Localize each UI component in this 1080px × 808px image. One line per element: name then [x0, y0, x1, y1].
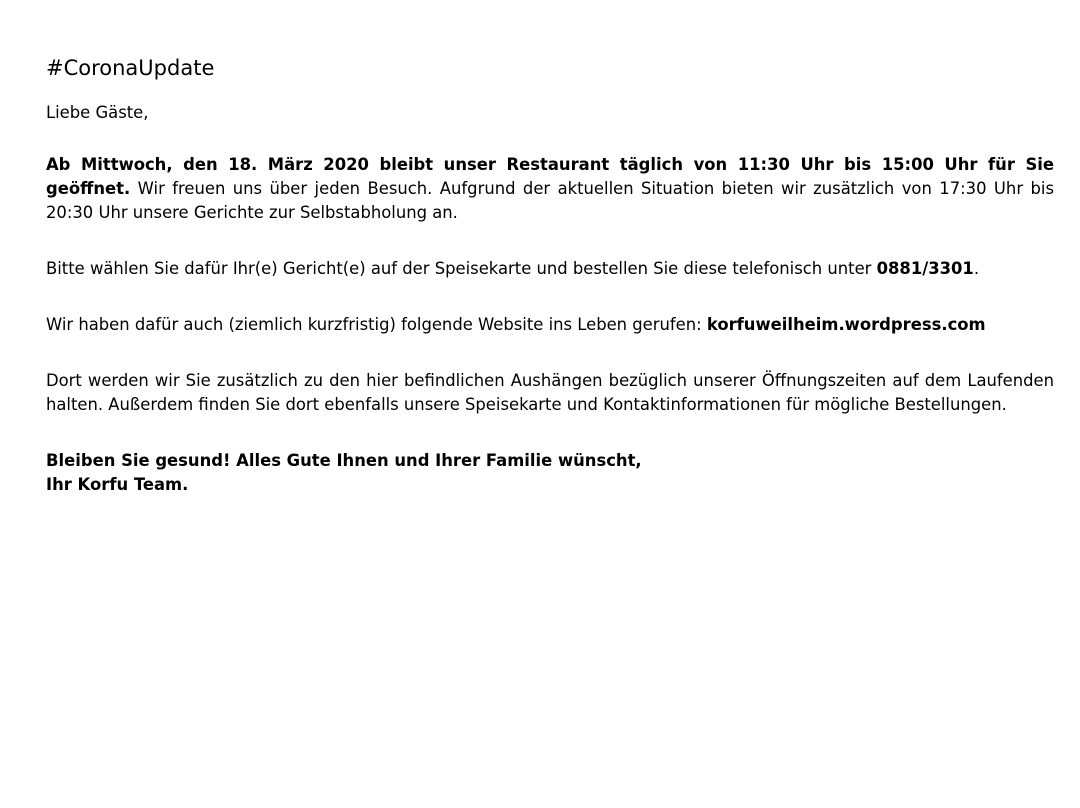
document-page: [46, 56, 1054, 497]
closing-block: [46, 449, 1054, 497]
website-paragraph: [46, 313, 1054, 337]
ordering-text: Bitte wählen Sie dafür Ihr(e) Gericht(e) auf der Speisekarte und bestellen Sie diese telefonisch unter: [46, 259, 877, 279]
document-title: #CoronaUpdate: [46, 56, 215, 80]
greeting: Liebe Gäste,: [46, 103, 149, 123]
opening-hours-paragraph: [46, 153, 1054, 225]
phone-number: 0881/3301: [876, 259, 974, 279]
website-url: korfuweilheim.wordpress.com: [706, 315, 986, 335]
info-paragraph: Dort werden wir Sie zusätzlich zu den hier befindlichen Aushängen bezüglich unserer Öffnungszeiten auf dem Laufenden halten. Außerdem finden Sie dort ebenfalls unsere Speisekarte und Kontaktinformationen für mögliche Bestellungen.: [46, 371, 1054, 415]
opening-hours-rest: Wir freuen uns über jeden Besuch. Aufgrund der aktuellen Situation bieten wir zusätzlich von 17:30 Uhr bis 20:30 Uhr unsere Gerichte zur Selbstabholung an.: [46, 179, 1054, 223]
website-text: Wir haben dafür auch (ziemlich kurzfristig) folgende Website ins Leben gerufen:: [46, 315, 707, 335]
ordering-paragraph: [46, 257, 1054, 281]
closing-line-2: Ihr Korfu Team.: [46, 475, 189, 495]
opening-hours-bold: Ab Mittwoch, den 18. März 2020 bleibt unser Restaurant täglich von 11:30 Uhr bis 15:00 Uhr für Sie geöffnet.: [46, 155, 1054, 199]
closing-line-1: Bleiben Sie gesund! Alles Gute Ihnen und Ihrer Familie wünscht,: [46, 451, 642, 471]
ordering-end: .: [973, 259, 980, 279]
